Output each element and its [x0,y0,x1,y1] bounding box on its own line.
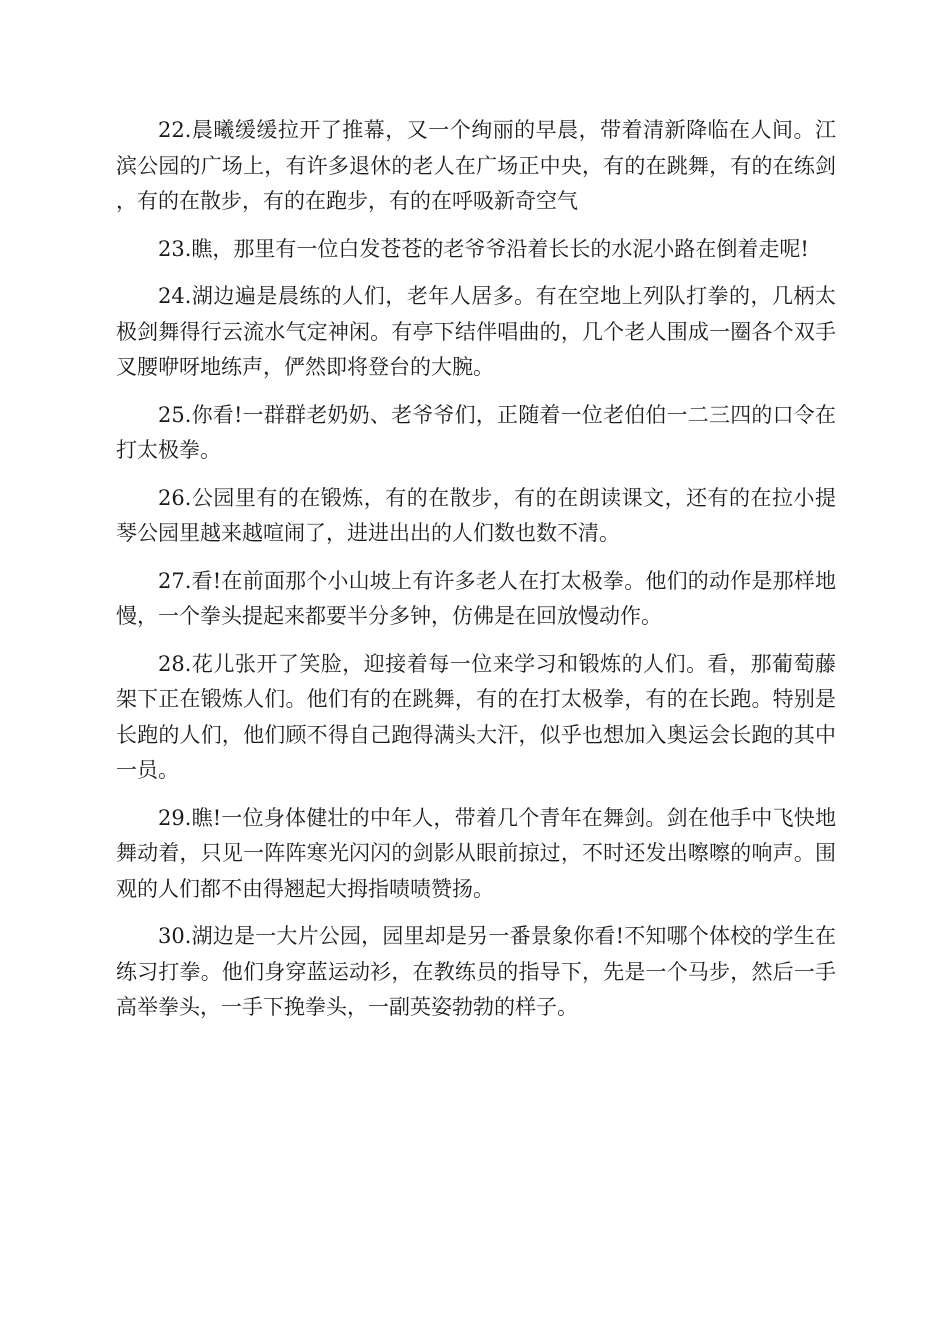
paragraph-23: 23.瞧，那里有一位白发苍苍的老爷爷沿着长长的水泥小路在倒着走呢! [158,236,809,261]
paragraph-29: 29.瞧!一位身体健壮的中年人，带着几个青年在舞剑。剑在他手中飞快地舞动着，只见一阵阵寒光闪闪的剑影从眼前掠过，不时还发出嚓嚓的响声。围观的人们都不由得翘起大拇指啧啧赞扬。 [116,805,836,901]
document-body [116,113,836,1038]
paragraph-30: 30.湖边是一大片公园，园里却是另一番景象你看!不知哪个体校的学生在练习打拳。他们身穿蓝运动衫，在教练员的指导下，先是一个马步，然后一手高举拳头，一手下挽拳头，一副英姿勃勃的样子。 [116,924,836,1019]
paragraph-27: 27.看!在前面那个小山坡上有许多老人在打太极拳。他们的动作是那样地慢，一个拳头提起来都要半分多钟，仿佛是在回放慢动作。 [116,568,836,628]
paragraph-24: 24.湖边遍是晨练的人们，老年人居多。有在空地上列队打拳的，几柄太极剑舞得行云流水气定神闲。有亭下结伴唱曲的，几个老人围成一圈各个双手叉腰咿呀地练声，俨然即将登台的大腕。 [116,284,836,379]
paragraph-25: 25.你看!一群群老奶奶、老爷爷们，正随着一位老伯伯一二三四的口令在打太极拳。 [116,402,836,462]
paragraph-26: 26.公园里有的在锻炼，有的在散步，有的在朗读课文，还有的在拉小提琴公园里越来越喧闹了，进进出出的人们数也数不清。 [116,485,836,545]
paragraph-22: 22.晨曦缓缓拉开了推幕，又一个绚丽的早晨，带着清新降临在人间。江滨公园的广场上，有许多退休的老人在广场正中央，有的在跳舞，有的在练剑，有的在散步，有的在跑步，有的在呼吸新奇空气 [116,118,836,213]
paragraph-28: 28.花儿张开了笑脸，迎接着每一位来学习和锻炼的人们。看，那葡萄藤架下正在锻炼人们。他们有的在跳舞，有的在打太极拳，有的在长跑。特别是长跑的人们，他们顾不得自己跑得满头大汗，似乎也想加入奥运会长跑的其中一员。 [116,651,836,782]
